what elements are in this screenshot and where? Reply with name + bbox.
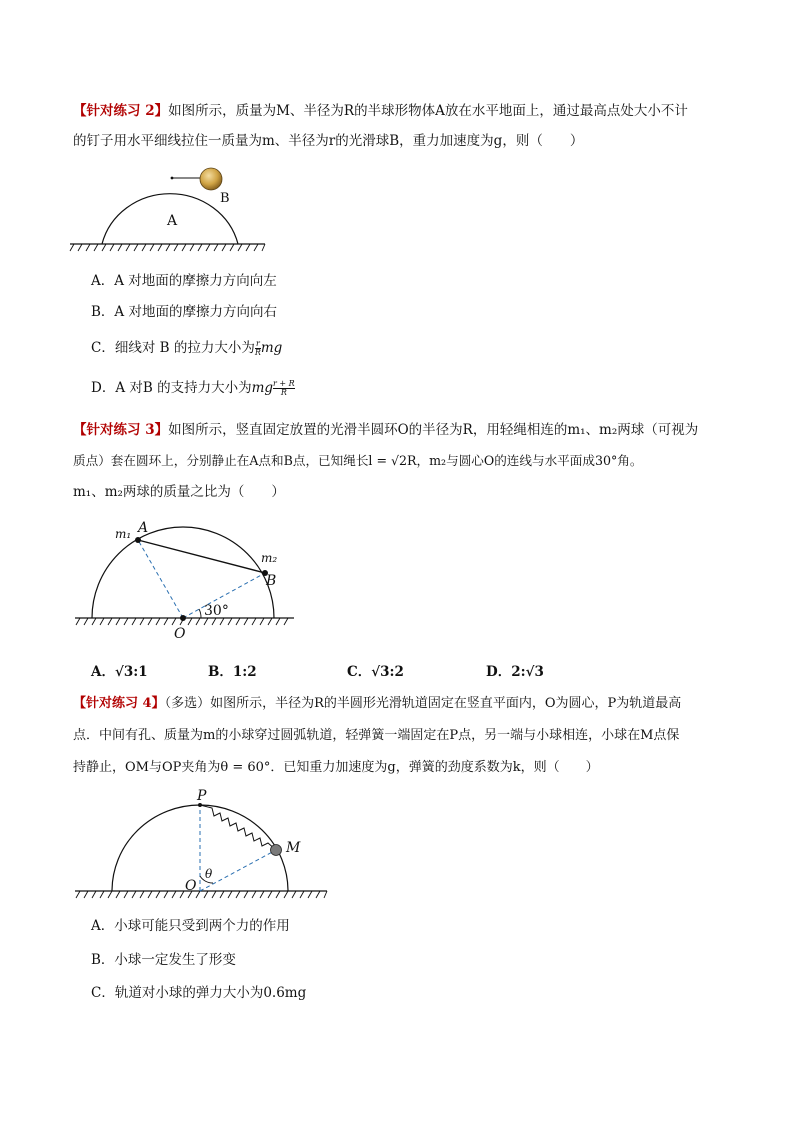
q3-point-A [135, 537, 141, 543]
q3-stem-line2: 质点）套在圆环上，分别静止在A点和B点，已知绳长l = √2R，m₂与圆心O的连线与水平面成30°角。 [73, 453, 643, 468]
q2-option-d-frac [273, 380, 295, 397]
q3-option-d[interactable]: D．2:√3 [486, 664, 544, 680]
q2-label-A: A [167, 213, 178, 229]
q4-label-P: P [197, 788, 207, 804]
q3-label-A: A [138, 520, 149, 536]
q4-tag: 【针对练习 4】 [73, 696, 165, 711]
q3-label-O: O [174, 626, 186, 642]
q3-figure [72, 512, 297, 642]
q2-option-c-den: R [254, 348, 261, 357]
q4-ground-hatch [76, 891, 327, 898]
q2-stem-line1 [73, 101, 733, 121]
q3-label-m1: m₁ [115, 527, 132, 541]
q4-label-theta: θ [205, 867, 213, 881]
q2-label-B: B [220, 191, 230, 206]
q2-option-d-den: R [273, 388, 295, 397]
q2-ground-hatch [70, 244, 265, 251]
q3-label-m2: m₂ [261, 551, 278, 565]
q4-option-c[interactable]: C．轨道对小球的弹力大小为0.6mg [91, 985, 307, 1001]
q2-option-c-post: mg [260, 340, 283, 356]
q3-angle-arc [199, 609, 201, 618]
q3-rope [138, 540, 265, 573]
q3-option-b[interactable]: B．1:2 [208, 664, 257, 680]
q2-figure [70, 165, 270, 255]
q4-stem-line2: 点．中间有孔、质量为m的小球穿过圆弧轨道，轻弹簧一端固定在P点，另一端与小球相连，小球在M点保 [73, 728, 680, 743]
q2-text1: 如图所示，质量为M、半径为R的半球形物体A放在水平地面上，通过最高点处大小不计 [168, 103, 688, 119]
q3-stem-line3: m₁、m₂两球的质量之比为（ ） [73, 484, 285, 500]
q2-option-c-num: r [255, 339, 260, 348]
q3-stem-line1 [73, 420, 733, 440]
q4-stem-line1 [73, 694, 733, 714]
q4-text1: （多选）如图所示，半径为R的半圆形光滑轨道固定在竖直平面内，O为圆心，P为轨道最高 [164, 696, 682, 711]
q2-option-b[interactable]: B．A 对地面的摩擦力方向向右 [91, 304, 277, 320]
q4-label-O: O [185, 878, 197, 894]
q4-label-M: M [286, 840, 301, 856]
q2-tag: 【针对练习 2】 [73, 103, 169, 119]
q3-label-B: B [266, 573, 277, 589]
q3-option-a[interactable]: A．√3:1 [91, 664, 148, 680]
q2-option-c-pre: C．细线对 B 的拉力大小为 [91, 340, 255, 356]
q2-option-d-pre: D．A 对B 的支持力大小为 [91, 380, 252, 396]
q4-stem-line3: 持静止，OM与OP夹角为θ = 60°．已知重力加速度为g，弹簧的劲度系数为k，则（ ） [73, 760, 599, 775]
q2-ball-B [200, 168, 222, 190]
q4-spring [200, 805, 276, 850]
q3-label-angle: 30° [204, 603, 229, 619]
q3-radius-OA [138, 540, 183, 618]
q4-ball-M [271, 845, 282, 856]
q3-tag: 【针对练习 3】 [73, 422, 169, 438]
q2-option-c[interactable] [91, 338, 282, 358]
q2-option-a[interactable]: A．A 对地面的摩擦力方向向左 [91, 273, 277, 289]
q2-nail [171, 177, 174, 180]
q2-option-d-mid: mg [251, 380, 274, 396]
q4-option-a[interactable]: A．小球可能只受到两个力的作用 [91, 918, 290, 934]
q4-figure [72, 786, 332, 906]
q3-option-c[interactable]: C．√3:2 [347, 664, 404, 680]
q2-option-d-num: r + R [273, 379, 295, 388]
q2-option-d[interactable] [91, 378, 295, 398]
q3-text1: 如图所示，竖直固定放置的光滑半圆环O的半径为R，用轻绳相连的m₁、m₂两球（可视为 [168, 422, 699, 438]
q4-option-b[interactable]: B．小球一定发生了形变 [91, 952, 236, 968]
q3-point-O [180, 615, 186, 621]
q2-stem-line2: 的钉子用水平细线拉住一质量为m、半径为r的光滑球B，重力加速度为g，则（ ） [73, 133, 584, 149]
